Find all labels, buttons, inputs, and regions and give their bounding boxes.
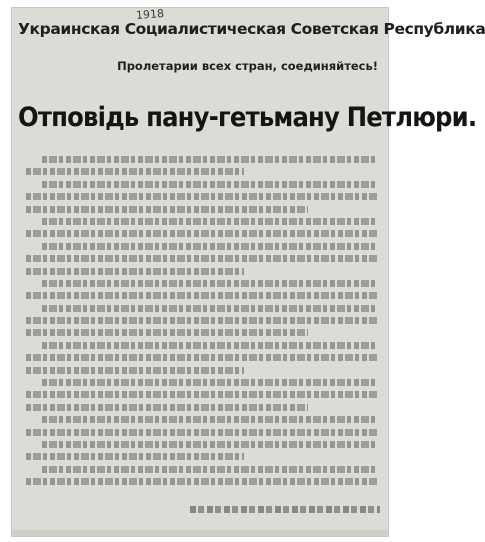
leaflet-page xyxy=(12,7,485,536)
handwritten-year: 1918 xyxy=(135,7,165,22)
text-line xyxy=(42,218,378,225)
text-line xyxy=(42,441,378,448)
text-line xyxy=(26,193,378,200)
text-line xyxy=(26,354,378,361)
text-line xyxy=(26,453,244,460)
text-line xyxy=(26,391,378,398)
text-line xyxy=(42,305,378,312)
text-line xyxy=(42,156,378,163)
text-line xyxy=(26,404,308,411)
signature-line xyxy=(190,506,380,513)
text-line xyxy=(26,168,244,175)
text-line xyxy=(26,230,378,237)
text-line xyxy=(26,292,378,299)
text-line xyxy=(42,181,378,188)
text-line xyxy=(42,280,378,287)
text-line xyxy=(26,429,378,436)
text-line xyxy=(42,342,378,349)
illegible-body-text xyxy=(26,156,378,506)
text-line xyxy=(26,206,308,213)
text-line xyxy=(42,416,378,423)
text-line xyxy=(42,379,378,386)
republic-header: Украинская Социалистическая Советская Республика xyxy=(18,20,485,38)
text-line xyxy=(42,243,378,250)
text-line xyxy=(26,367,244,374)
text-line xyxy=(26,255,378,262)
text-line xyxy=(26,268,244,275)
text-line xyxy=(26,329,308,336)
document-title: Отповідь пану-гетьману Петлюри. xyxy=(18,102,477,133)
text-line xyxy=(42,466,378,473)
slogan: Пролетарии всех стран, соединяйтесь! xyxy=(117,59,378,73)
text-line xyxy=(26,317,378,324)
paper-edge xyxy=(12,530,388,536)
text-line xyxy=(26,478,378,485)
